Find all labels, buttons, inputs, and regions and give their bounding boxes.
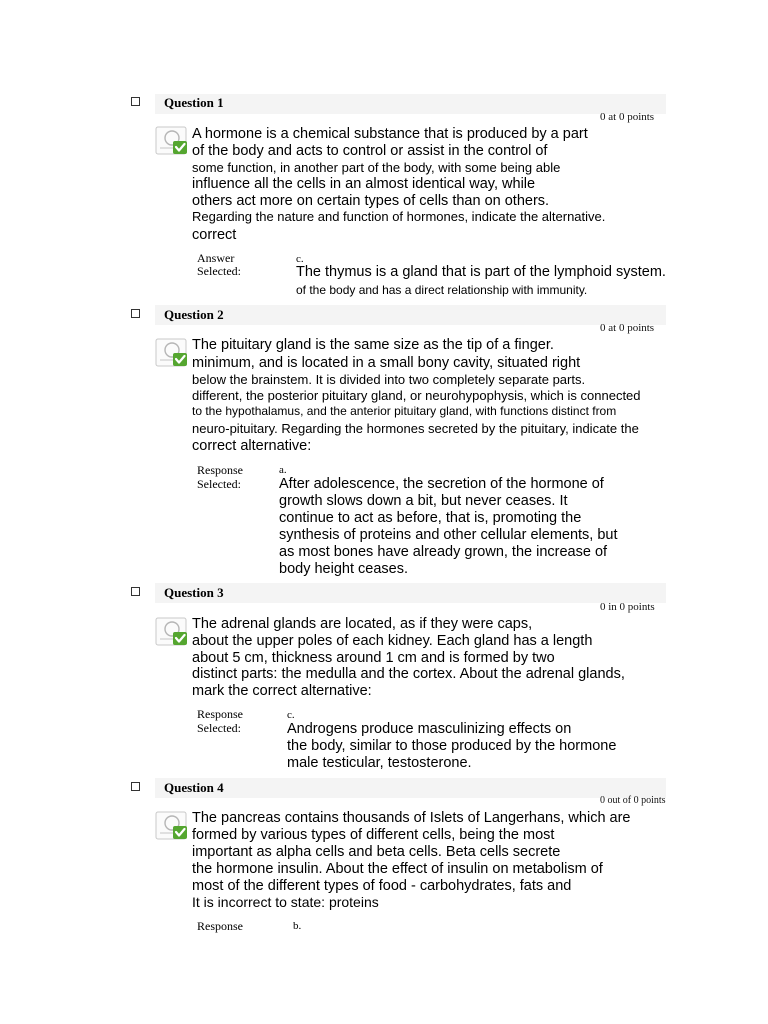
- question-checkbox[interactable]: [131, 97, 140, 106]
- question-text-line: below the brainstem. It is divided into two completely separate parts.: [192, 372, 586, 387]
- selected-answer-line: the body, similar to those produced by the hormone: [287, 738, 617, 754]
- question-text-line: about 5 cm, thickness around 1 cm and is formed by two: [192, 650, 555, 666]
- question-text-line: others act more on certain types of cells than on others.: [192, 193, 550, 209]
- selected-label: Selected:: [197, 477, 241, 491]
- selected-label: Selected:: [197, 264, 241, 278]
- question-text-line: most of the different types of food - carbohydrates, fats and: [192, 878, 572, 894]
- correct-answer-icon: [155, 617, 189, 647]
- question-text-line: distinct parts: the medulla and the cortex. About the adrenal glands,: [192, 666, 625, 682]
- correct-answer-icon: [155, 811, 189, 841]
- question-text-line: some function, in another part of the body, with some being able: [192, 160, 561, 175]
- selected-answer-line: After adolescence, the secretion of the hormone of: [279, 476, 604, 492]
- selected-answer-line: continue to act as before, that is, promoting the: [279, 510, 582, 526]
- selected-answer-line: as most bones have already grown, the increase of: [279, 544, 608, 560]
- question-title: Question 4: [164, 780, 224, 795]
- question-text-line: neuro-pituitary. Regarding the hormones secreted by the pituitary, indicate the: [192, 421, 639, 436]
- question-text-line: The pituitary gland is the same size as the tip of a finger.: [192, 337, 554, 353]
- selected-answer-line: growth slows down a bit, but never ceases. It: [279, 493, 568, 509]
- question-points: 0 at 0 points: [600, 111, 655, 123]
- answer-letter: c.: [287, 709, 295, 721]
- question-text-line: correct: [192, 227, 237, 243]
- answer-label: Response: [197, 707, 243, 721]
- answer-label: Response: [197, 919, 243, 933]
- question-header-bar: [155, 94, 666, 114]
- question-header-bar: [155, 583, 666, 603]
- selected-answer-line: body height ceases.: [279, 561, 408, 577]
- answer-letter: b.: [293, 920, 302, 932]
- answer-label: Answer: [197, 251, 235, 265]
- question-checkbox[interactable]: [131, 587, 140, 596]
- selected-answer-line: The thymus is a gland that is part of the lymphoid system.: [296, 264, 666, 280]
- selected-answer-line: Androgens produce masculinizing effects on: [287, 721, 572, 737]
- question-points: 0 in 0 points: [600, 601, 655, 613]
- question-text-line: minimum, and is located in a small bony cavity, situated right: [192, 355, 581, 371]
- correct-answer-icon: [155, 338, 189, 368]
- question-text-line: to the hypothalamus, and the anterior pituitary gland, with functions distinct from: [192, 404, 617, 418]
- selected-label: Selected:: [197, 721, 241, 735]
- question-checkbox[interactable]: [131, 782, 140, 791]
- question-header-bar: [155, 778, 666, 798]
- question-text-line: The adrenal glands are located, as if they were caps,: [192, 616, 533, 632]
- question-header-bar: [155, 305, 666, 325]
- question-text-line: different, the posterior pituitary gland, or neurohypophysis, which is connected: [192, 388, 641, 403]
- question-title: Question 1: [164, 95, 224, 110]
- question-text-line: A hormone is a chemical substance that is produced by a part: [192, 126, 588, 142]
- question-points: 0 at 0 points: [600, 322, 655, 334]
- question-text-line: correct alternative:: [192, 438, 312, 454]
- question-text-line: important as alpha cells and beta cells. Beta cells secrete: [192, 844, 561, 860]
- answer-letter: c.: [296, 253, 304, 265]
- selected-answer-line: male testicular, testosterone.: [287, 755, 472, 771]
- question-text-line: mark the correct alternative:: [192, 683, 372, 699]
- answer-label: Response: [197, 463, 243, 477]
- question-text-line: influence all the cells in an almost identical way, while: [192, 176, 536, 192]
- question-text-line: The pancreas contains thousands of Islets of Langerhans, which are: [192, 810, 631, 826]
- question-title: Question 2: [164, 307, 224, 322]
- question-checkbox[interactable]: [131, 309, 140, 318]
- answer-letter: a.: [279, 464, 287, 476]
- correct-answer-icon: [155, 126, 189, 156]
- question-text-line: about the upper poles of each kidney. Each gland has a length: [192, 633, 593, 649]
- question-text-line: the hormone insulin. About the effect of insulin on metabolism of: [192, 861, 603, 877]
- selected-answer-line: of the body and has a direct relationship with immunity.: [296, 283, 588, 297]
- question-text-line: It is incorrect to state: proteins: [192, 894, 379, 910]
- question-text-line: formed by various types of different cells, being the most: [192, 827, 555, 843]
- selected-answer-line: synthesis of proteins and other cellular elements, but: [279, 527, 618, 543]
- question-text-line: of the body and acts to control or assist in the control of: [192, 143, 548, 159]
- question-text-line: Regarding the nature and function of hormones, indicate the alternative.: [192, 209, 606, 224]
- question-title: Question 3: [164, 585, 224, 600]
- question-points: 0 out of 0 points: [600, 795, 666, 806]
